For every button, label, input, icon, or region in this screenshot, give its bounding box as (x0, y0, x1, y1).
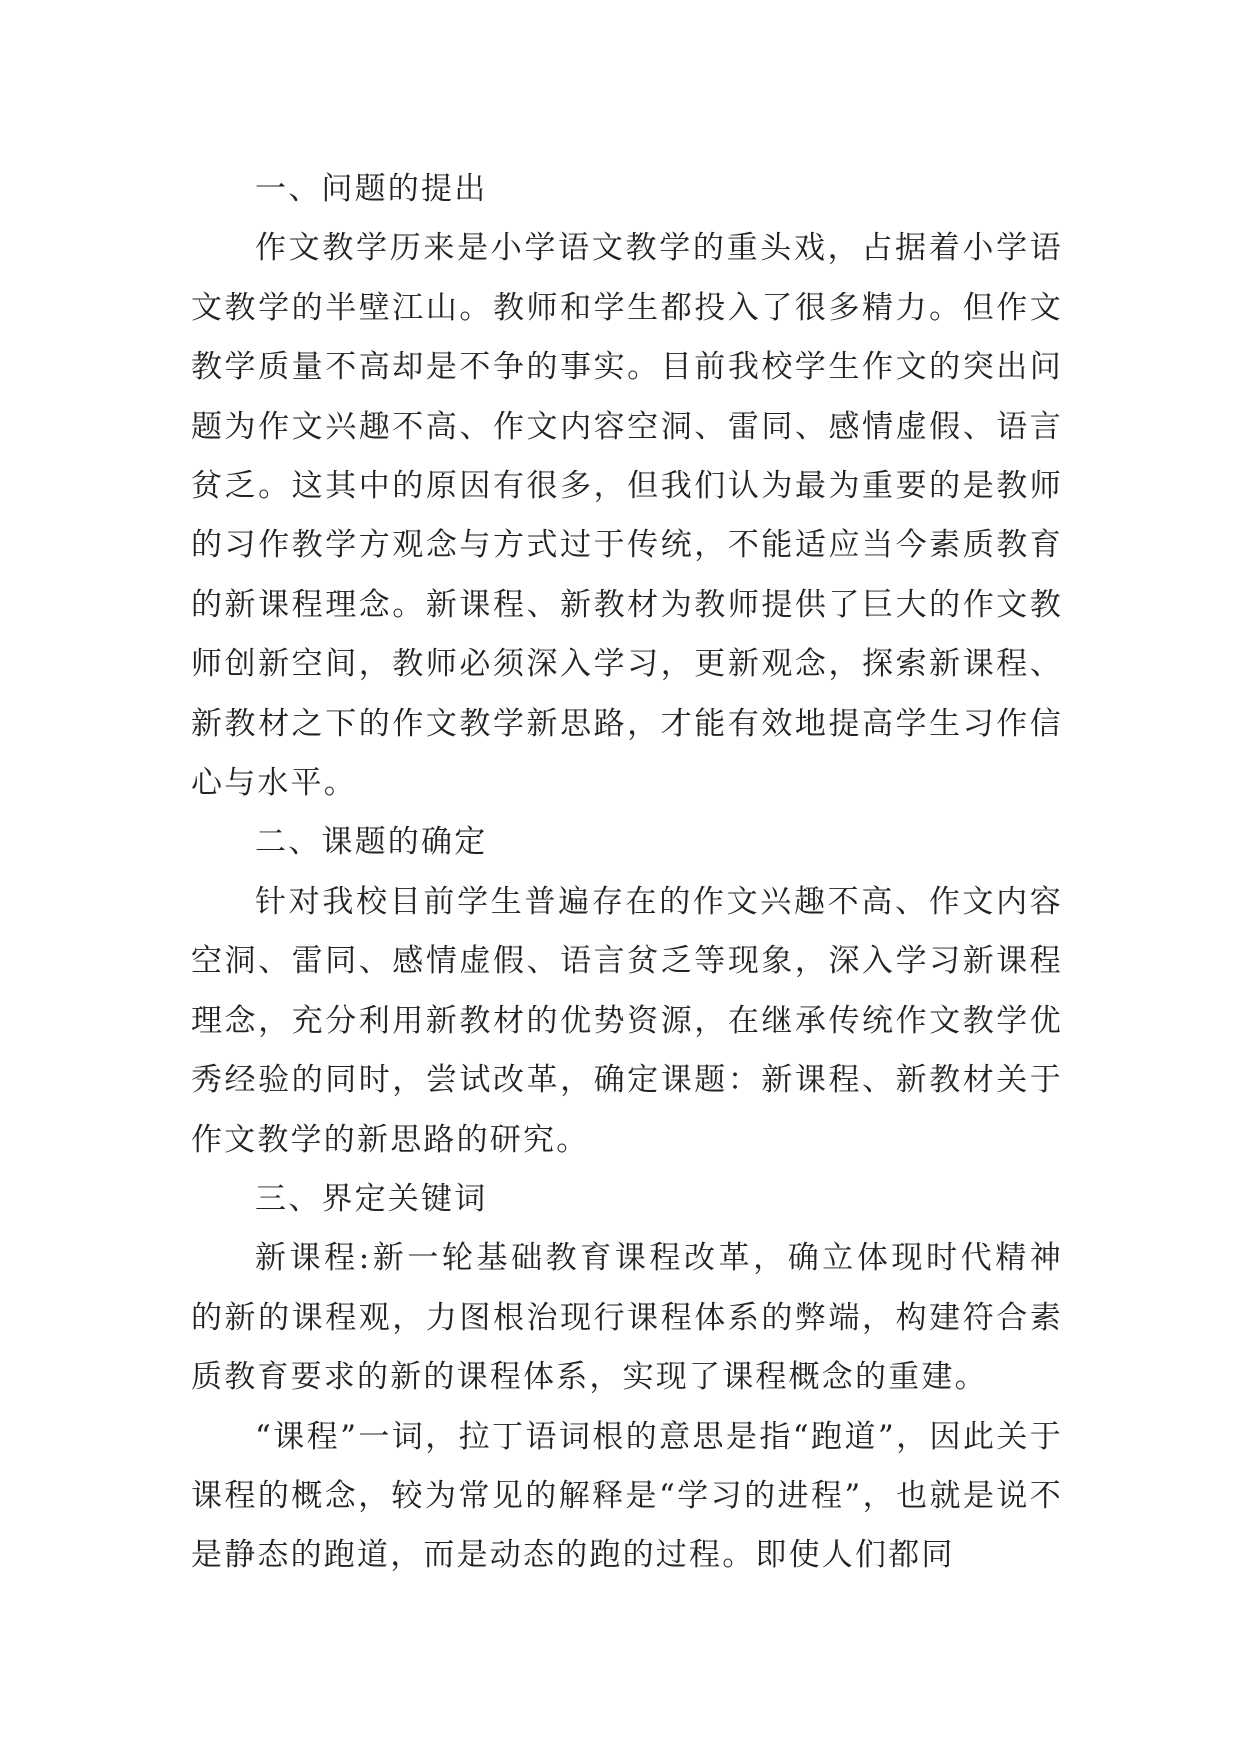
section-heading-3: 三、界定关键词 (255, 1180, 488, 1217)
document-body (191, 160, 1063, 1586)
section-heading-2: 二、课题的确定 (255, 824, 488, 861)
paragraph: “课程”一词，拉丁语词根的意思是指“跑道”，因此关于课程的概念，较为常见的解释是“学习的进程”，也就是说不是静态的跑道，而是动态的跑的过程。即使人们都同 (191, 1418, 1063, 1574)
paragraph: 新课程:新一轮基础教育课程改革，确立体现时代精神的新的课程观，力图根治现行课程体系的弊端，构建符合素质教育要求的新的课程体系，实现了课程概念的重建。 (191, 1240, 1063, 1396)
section-heading-1: 一、问题的提出 (255, 171, 488, 207)
paragraph: 针对我校目前学生普遍存在的作文兴趣不高、作文内容空洞、雷同、感情虚假、语言贫乏等现象，深入学习新课程理念，充分利用新教材的优势资源，在继承传统作文教学优秀经验的同时，尝试改革，确定课题：新课程、新教材关于作文教学的新思路的研究。 (191, 883, 1063, 1158)
paragraph: 作文教学历来是小学语文教学的重头戏，占据着小学语文教学的半壁江山。教师和学生都投入了很多精力。但作文教学质量不高却是不争的事实。目前我校学生作文的突出问题为作文兴趣不高、作文内容空洞、雷同、感情虚假、语言贫乏。这其中的原因有很多，但我们认为最为重要的是教师的习作教学方观念与方式过于传统，不能适应当今素质教育的新课程理念。新课程、新教材为教师提供了巨大的作文教师创新空间，教师必须深入学习，更新观念，探索新课程、新教材之下的作文教学新思路，才能有效地提高学生习作信心与水平。 (191, 230, 1063, 802)
